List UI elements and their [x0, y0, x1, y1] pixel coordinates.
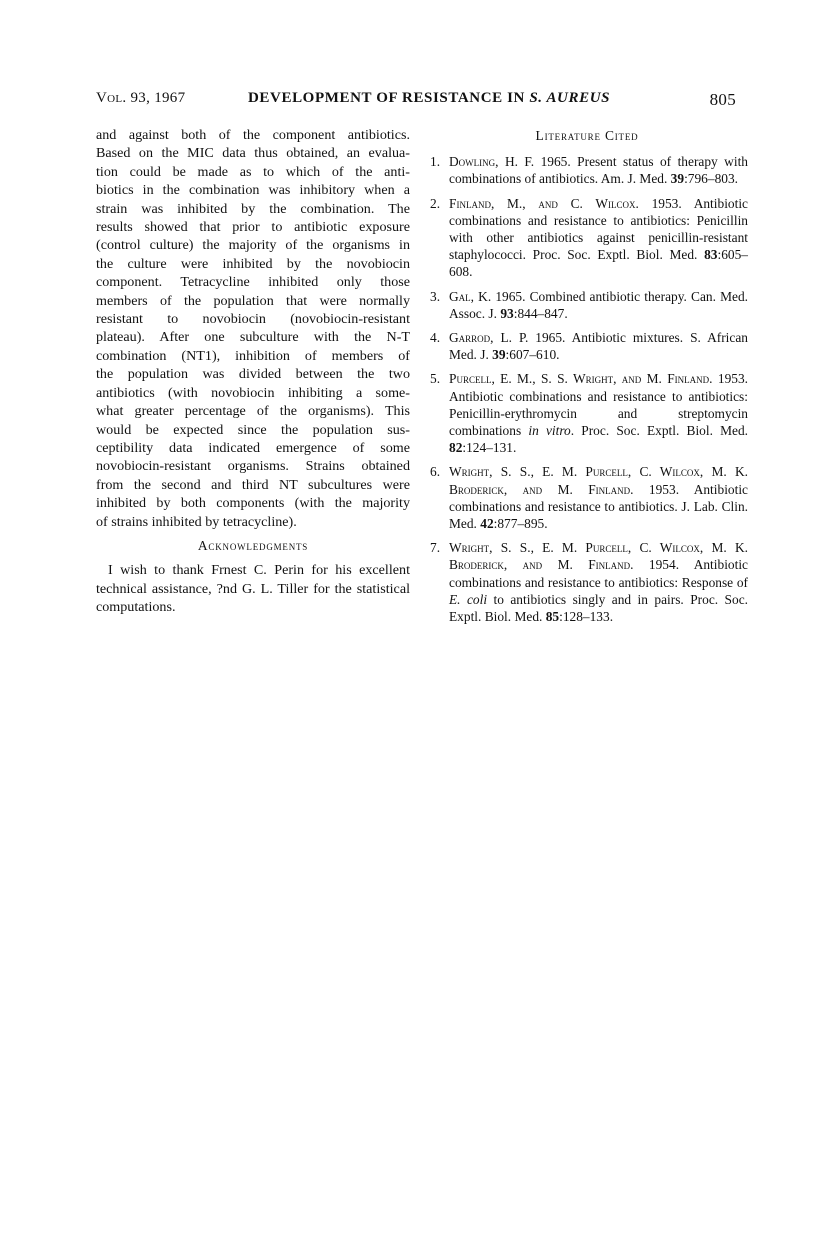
body-line: component. Tetracycline inhibited only those [96, 274, 410, 291]
reference-volume: 93 [500, 305, 514, 321]
running-title-species: S. AUREUS [529, 90, 611, 106]
reference-item [426, 370, 748, 456]
body-line: (control culture) the majority of the organisms in [96, 237, 410, 254]
acknowledgments-paragraph [96, 561, 410, 616]
reference-number: 4. [430, 330, 441, 346]
body-line: ceptibility data indicated emergence of some [96, 439, 410, 456]
reference-volume: 82 [449, 440, 463, 456]
reference-authors: Garrod, L. P. [449, 330, 529, 346]
reference-text: 1965. Antibiotic mixtures. S. African Med. J. [449, 330, 748, 363]
reference-italic: in vitro [528, 423, 571, 439]
reference-text: 1953. Antibiotic combinations and resistance to antibiotics: Penicillin with other antibiotics against penicillin-resistant staphylococci. Proc. Soc. Exptl. Biol. Med. [449, 195, 748, 263]
reference-volume: 39 [492, 347, 506, 363]
body-line: the culture were inhibited by the novobiocin [96, 255, 410, 272]
body-line: resistant to novobiocin (novobiocin-resistant [96, 311, 410, 328]
reference-item [426, 539, 748, 625]
body-line: would be expected since the population sus- [96, 421, 410, 438]
body-line: the population was divided between the two [96, 366, 410, 383]
body-line: strain was inhibited by the combination. The [96, 200, 410, 217]
reference-pages: :128–133. [559, 609, 614, 625]
left-column [96, 126, 410, 617]
reference-text: 1953. Antibiotic combinations and resistance to antibiotics: Penicillin-erythromycin and streptomycin combinations [449, 371, 749, 439]
reference-authors: Wright, S. S., E. M. Purcell, C. Wilcox, M. K. Broderick, and M. Finland. [449, 464, 748, 497]
body-line: plateau). After one subculture with the N-T [96, 329, 410, 346]
reference-list [426, 153, 748, 625]
body-line: of strains inhibited by tetracycline). [96, 513, 297, 530]
reference-volume: 42 [480, 516, 494, 532]
body-line: biotics in the combination was inhibitory when a [96, 182, 410, 199]
right-column [426, 126, 748, 632]
reference-volume: 39 [670, 171, 685, 187]
reference-pages: :796–803. [684, 171, 738, 187]
reference-pages: :607–610. [505, 347, 560, 363]
body-line: inhibited by both components (with the majority [96, 495, 410, 512]
reference-text: to antibiotics singly and in pairs. Proc. Soc. Exptl. Biol. Med. [449, 591, 748, 625]
page-number: 805 [709, 90, 736, 109]
running-title-text: DEVELOPMENT OF RESISTANCE IN [248, 90, 525, 106]
body-line: Based on the MIC data thus obtained, an evalua- [96, 145, 410, 162]
reference-item [426, 288, 748, 322]
reference-item [426, 463, 748, 532]
running-title [248, 90, 610, 107]
reference-volume: 83 [704, 247, 718, 263]
reference-authors: Gal, K. [449, 288, 492, 304]
literature-heading: Literature Cited [535, 128, 639, 143]
body-line: antibiotics (with novobiocin inhibiting a some- [96, 384, 410, 401]
body-line: novobiocin-resistant organisms. Strains obtained [96, 458, 410, 475]
reference-pages: :124–131. [462, 440, 517, 456]
body-line: what greater percentage of the organisms). This [96, 403, 410, 420]
body-line: tion could be made as to which of the anti- [96, 163, 410, 180]
reference-text: 1954. Antibiotic combinations and resistance to antibiotics: Response of [449, 557, 748, 590]
reference-authors: Dowling, H. F. [449, 154, 535, 170]
body-line: from the second and third NT subcultures were [96, 476, 410, 493]
reference-authors: Purcell, E. M., S. S. Wright, and M. Finland. [449, 371, 713, 387]
reference-text: . Proc. Soc. Exptl. Biol. Med. [570, 423, 749, 439]
ack-line: computations. [96, 599, 176, 616]
reference-number: 7. [430, 540, 441, 556]
reference-text: 1953. Antibiotic combinations and resistance to antibiotics. J. Lab. Clin. Med. [449, 481, 748, 532]
reference-authors: Wright, S. S., E. M. Purcell, C. Wilcox, M. K. Broderick, and M. Finland. [449, 540, 748, 573]
reference-text: 1965. Combined antibiotic therapy. Can. Med. Assoc. J. [449, 288, 748, 321]
body-line: combination (NT1), inhibition of members of [96, 347, 410, 364]
body-paragraph [96, 126, 410, 531]
body-line: results showed that prior to antibiotic exposure [96, 219, 410, 236]
reference-item [426, 329, 748, 363]
ack-line: I wish to thank Frnest C. Perin for his excellent [108, 562, 410, 579]
reference-number: 6. [430, 464, 441, 480]
acknowledgments-heading: Acknowledgments [197, 537, 309, 553]
reference-pages: :844–847. [513, 305, 568, 321]
reference-italic: E. coli [449, 591, 488, 607]
reference-volume: 85 [545, 609, 560, 625]
reference-number: 5. [430, 371, 441, 387]
volume-label: Vol. 93, 1967 [96, 90, 186, 106]
reference-item [426, 153, 748, 187]
ack-line: technical assistance, ?nd G. L. Tiller for the statistical [96, 580, 410, 597]
reference-pages: :877–895. [493, 516, 548, 532]
reference-text: 1965. Present status of therapy with combinations of antibiotics. Am. J. Med. [449, 154, 748, 187]
reference-number: 3. [430, 288, 441, 304]
reference-number: 1. [430, 154, 441, 170]
body-line: members of the population that were normally [96, 292, 410, 309]
reference-authors: Finland, M., and C. Wilcox. [449, 195, 639, 211]
running-header [96, 90, 736, 112]
body-line: and against both of the component antibiotics. [96, 127, 410, 143]
reference-number: 2. [430, 195, 441, 211]
reference-item [426, 195, 748, 281]
reference-pages: :605–608. [449, 247, 748, 280]
